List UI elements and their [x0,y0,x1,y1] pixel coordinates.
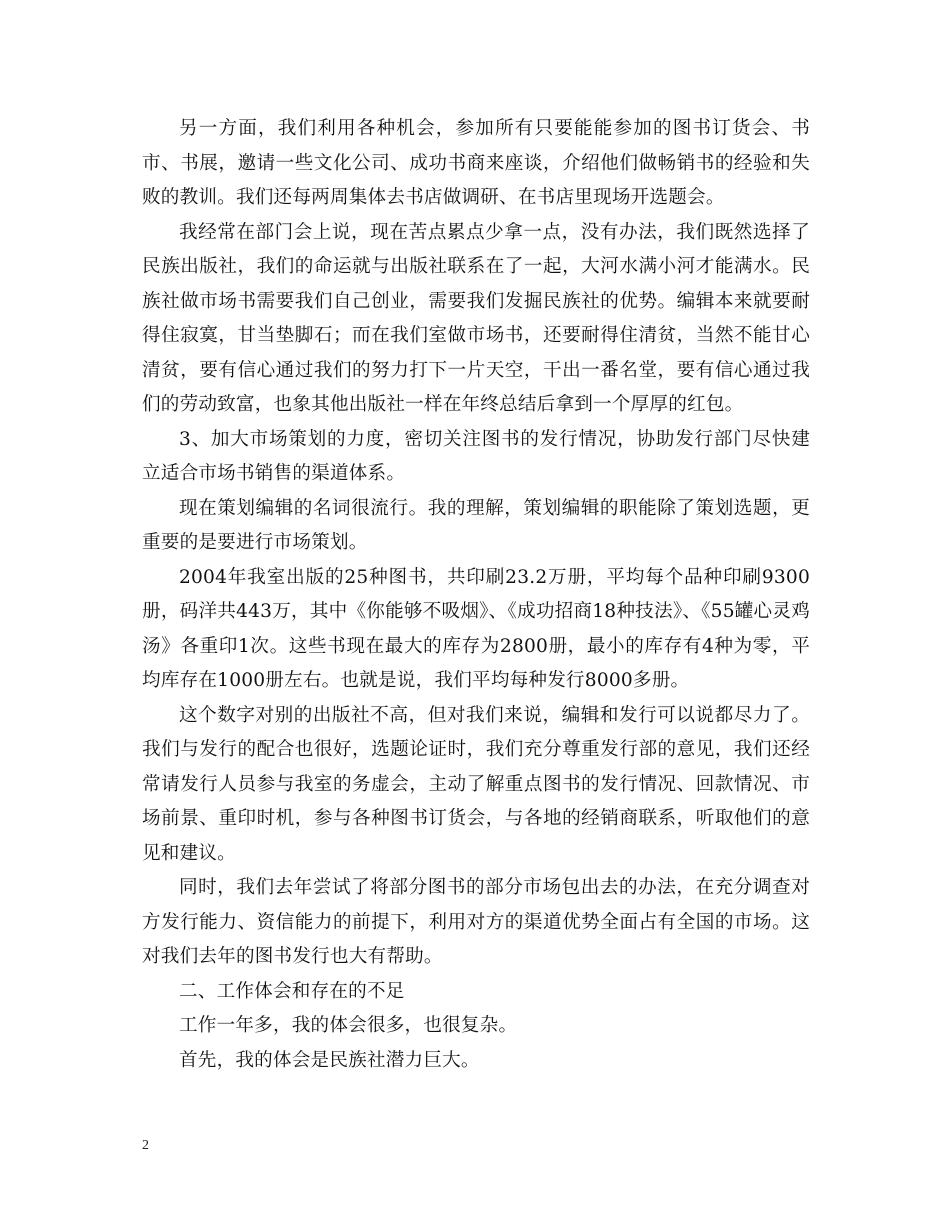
paragraph-market-outsourcing: 同时，我们去年尝试了将部分图书的部分市场包出去的办法，在充分调查对方发行能力、资信能力的前提下，利用对方的渠道优势全面占有全国的市场。这对我们去年的图书发行也大有帮助。 [142,877,810,967]
paragraph-first-experience: 首先，我的体会是民族社潜力巨大。 [179,1049,480,1071]
paragraph-opportunities: 另一方面，我们利用各种机会，参加所有只要能能参加的图书订货会、书市、书展，邀请一些文化公司、成功书商来座谈，介绍他们做畅销书的经验和失败的教训。我们还每两周集体去书店做调研、在书店里现场开选题会。 [142,118,810,208]
paragraph-experience-intro: 工作一年多，我的体会很多，也很复杂。 [179,1015,518,1036]
section-heading-experience: 二、工作体会和存在的不足 [179,980,405,1002]
paragraph-planning-editor: 现在策划编辑的名词很流行。我的理解，策划编辑的职能除了策划选题，更重要的是要进行市场策划。 [142,497,810,553]
paragraph-market-planning: 3、加大市场策划的力度，密切关注图书的发行情况，协助发行部门尽快建立适合市场书销售的渠道体系。 [142,428,810,484]
paragraph-department-meeting: 我经常在部门会上说，现在苦点累点少拿一点，没有办法，我们既然选择了民族出版社，我们的命运就与出版社联系在了一起，大河水满小河才能满水。民族社做市场书需要我们自己创业，需要我们发掘民族社的优势。编辑本来就要耐得住寂寞，甘当垫脚石；而在我们室做市场书，还要耐得住清贫，当然不能甘心清贫，要有信心通过我们的努力打下一片天空，干出一番名堂，要有信心通过我们的劳动致富，也象其他出版社一样在年终总结后拿到一个厚厚的红包。 [142,221,810,415]
document-body [142,112,810,1078]
paragraph-distribution-cooperation: 这个数字对别的出版社不高，但对我们来说，编辑和发行可以说都尽力了。我们与发行的配合也很好，选题论证时，我们充分尊重发行部的意见，我们还经常请发行人员参与我室的务虚会，主动了解重点图书的发行情况、回款情况、市场前景、重印时机，参与各种图书订货会，与各地的经销商联系，听取他们的意见和建议。 [142,704,810,864]
paragraph-2004-statistics: 2004年我室出版的25种图书，共印刷23.2万册，平均每个品种印刷9300册，码洋共443万，其中《你能够不吸烟》、《成功招商18种技法》、《55罐心灵鸡汤》各重印1次。这些书现在最大的库存为2800册，最小的库存有4种为零，平均库存在1000册左右。也就是说，我们平均每种发行8000多册。 [142,566,810,691]
page-number: 2 [142,1138,149,1153]
